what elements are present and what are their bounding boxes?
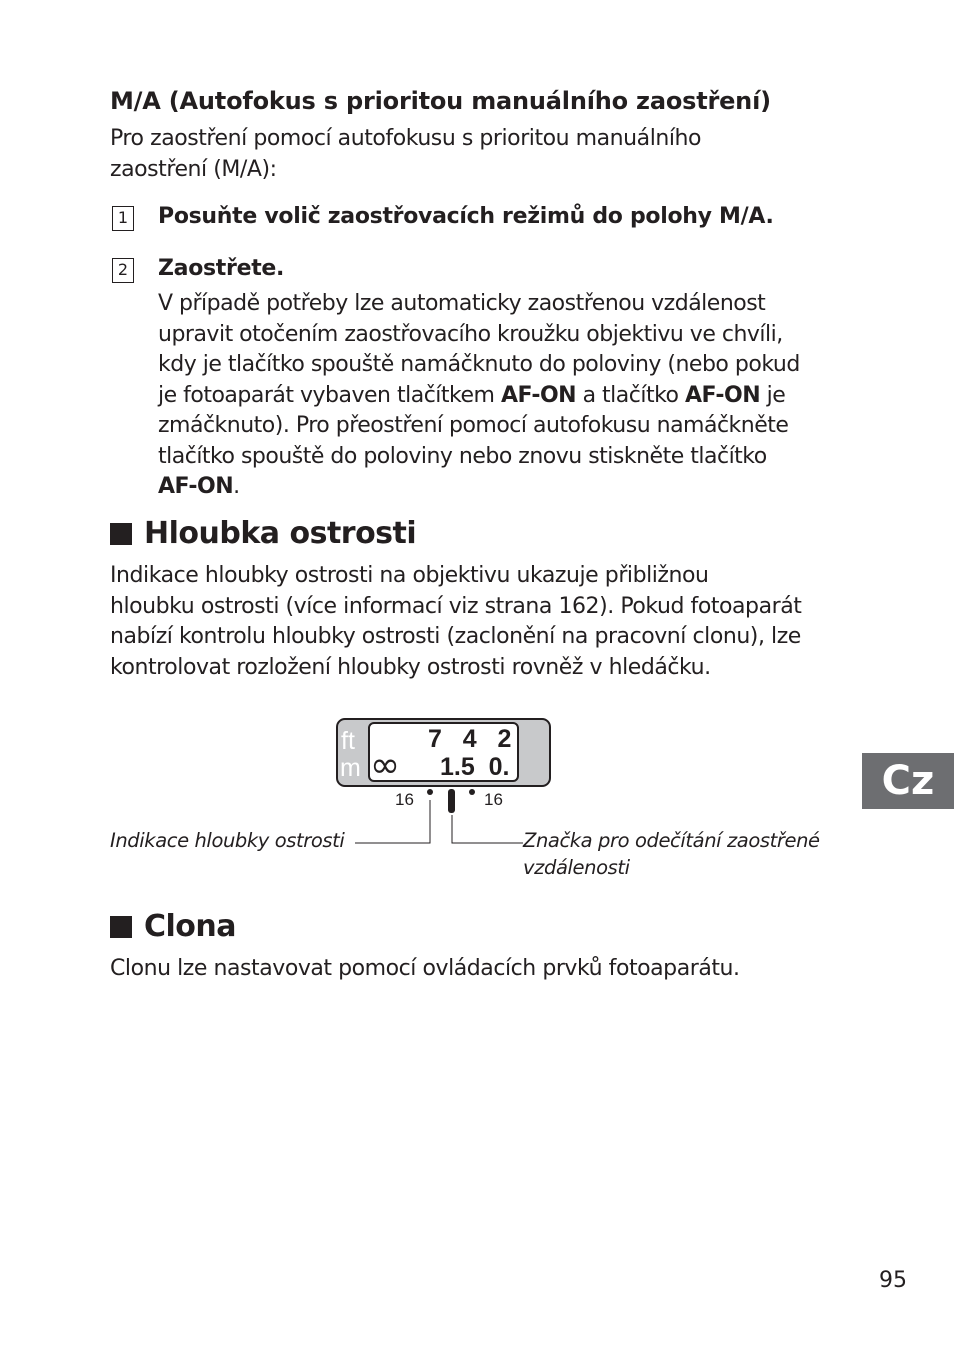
section-text-depth: Indikace hloubky ostrosti na objektivu ukazuje přibližnou hloubku ostrosti (více informací viz strana 162). Pokud fotoaparát nabízí kontrolu hloubky ostrosti (zaclonění na pracovní clonu), lze kontrolovat rozložení hloubky ostrosti rovněž v hledáčku. xyxy=(110,563,802,680)
section-heading-ma: M/A (Autofokus s prioritou manuálního zaostření) xyxy=(110,87,771,115)
dof-leader-line xyxy=(355,800,430,843)
m-distance-values: 1.5 0. xyxy=(440,753,510,781)
square-bullet-icon xyxy=(110,523,132,545)
step-number-1: 1 xyxy=(112,206,134,231)
step-text-2: V případě potřeby lze automaticky zaostřenou vzdálenost upravit otočením zaostřovacího kroužku objektivu ve chvíli, kdy je tlačítko spouště namáčknuto do poloviny (nebo pokud je fotoaparát vybaven tlačítkem AF-ON a tlačítko AF-ON je zmáčknuto). Pro přeostření pomocí autofokusu namáčkněte tlačítko spouště do poloviny nebo znovu stiskněte tlačítko AF-ON. xyxy=(158,291,800,499)
square-bullet-icon xyxy=(110,916,132,938)
language-tab: Cz xyxy=(862,753,954,809)
section-heading-aperture: Clona xyxy=(110,909,236,944)
dof-right-value: 16 xyxy=(484,790,503,809)
step-number-2: 2 xyxy=(112,258,134,283)
unit-m: m xyxy=(340,754,361,782)
step-title-2: Zaostřete. xyxy=(158,256,285,281)
dof-right-dot xyxy=(469,789,475,795)
section-text-aperture: Clonu lze nastavovat pomocí ovládacích prvků fotoaparátu. xyxy=(110,956,740,981)
dof-left-dot xyxy=(427,789,433,795)
infinity-symbol: ∞ xyxy=(370,745,400,786)
unit-ft: ft xyxy=(341,727,355,755)
dof-left-value: 16 xyxy=(395,790,414,809)
step-title-1: Posuňte volič zaostřovacích režimů do polohy M/A. xyxy=(158,204,774,229)
ft-distance-values: 7 4 2 xyxy=(428,725,512,753)
af-on-label: AF-ON xyxy=(158,474,234,499)
focus-mark-leader-line xyxy=(452,815,523,843)
page-number: 95 xyxy=(879,1268,907,1293)
af-on-label: AF-ON xyxy=(500,382,577,408)
caption-focus-mark: Značka pro odečítání zaostřené vzdálenosti xyxy=(523,829,820,879)
section-intro-ma: Pro zaostření pomocí autofokusu s prioritou manuálního zaostření (M/A): xyxy=(110,126,702,182)
focus-distance-mark xyxy=(448,789,455,813)
caption-dof-indicator: Indikace hloubky ostrosti xyxy=(110,829,345,852)
af-on-label: AF-ON xyxy=(685,382,761,408)
section-heading-depth: Hloubka ostrosti xyxy=(110,516,416,551)
